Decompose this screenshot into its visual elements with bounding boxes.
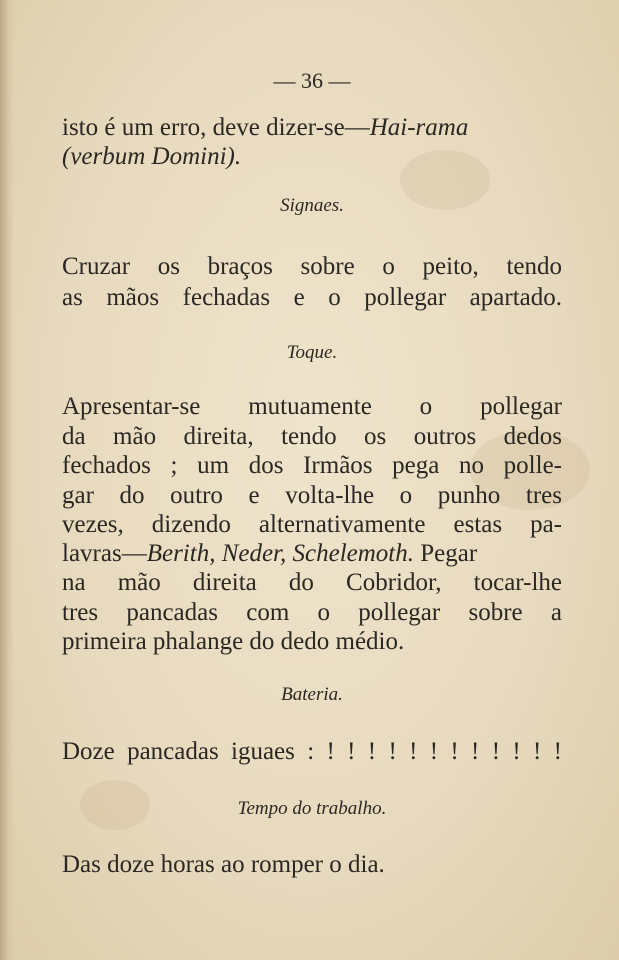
page-spine-shadow	[0, 0, 14, 960]
bateria-line: Doze pancadas iguaes : ! ! ! ! ! ! ! ! ! ! ! !	[62, 738, 562, 765]
paragraph-line: da mão direita, tendo os outros dedos	[62, 423, 562, 450]
paragraph-line: na mão direita do Cobridor, tocar-lhe	[62, 569, 562, 596]
italic-term: Hai-rama	[369, 114, 469, 141]
paragraph-line: fechados ; um dos Irmãos pega no polle-	[62, 452, 562, 479]
paragraph-line: gar do outro e volta-lhe o punho tres	[62, 482, 562, 509]
paragraph-line: primeira phalange do dedo médio.	[62, 628, 405, 655]
section-heading-tempo: Tempo do trabalho.	[237, 798, 387, 819]
tempo-line: Das doze horas ao romper o dia.	[62, 851, 385, 878]
paragraph-line	[62, 113, 562, 143]
paragraph-text: Pegar	[414, 540, 478, 567]
section-heading-signaes: Signaes.	[280, 195, 344, 216]
italic-words: Berith, Neder, Schelemoth.	[146, 540, 415, 567]
paragraph-text: isto é um erro, deve dizer-se—	[62, 114, 370, 141]
paragraph-line	[62, 539, 562, 569]
paragraph-line: tres pancadas com o pollegar sobre a	[62, 599, 562, 626]
paragraph-line: Cruzar os braços sobre o peito, tendo	[62, 253, 562, 280]
page-number: — 36 —	[273, 68, 351, 93]
paragraph-line: as mãos fechadas e o pollegar apartado.	[62, 284, 562, 311]
paragraph-line: Apresentar-se mutuamente o pollegar	[62, 393, 562, 420]
paragraph-line: vezes, dizendo alternativamente estas pa-	[62, 511, 562, 538]
paragraph-line: (verbum Domini).	[62, 143, 242, 170]
section-heading-toque: Toque.	[286, 342, 338, 363]
section-heading-bateria: Bateria.	[281, 684, 343, 705]
paragraph-text: lavras—	[62, 540, 147, 567]
